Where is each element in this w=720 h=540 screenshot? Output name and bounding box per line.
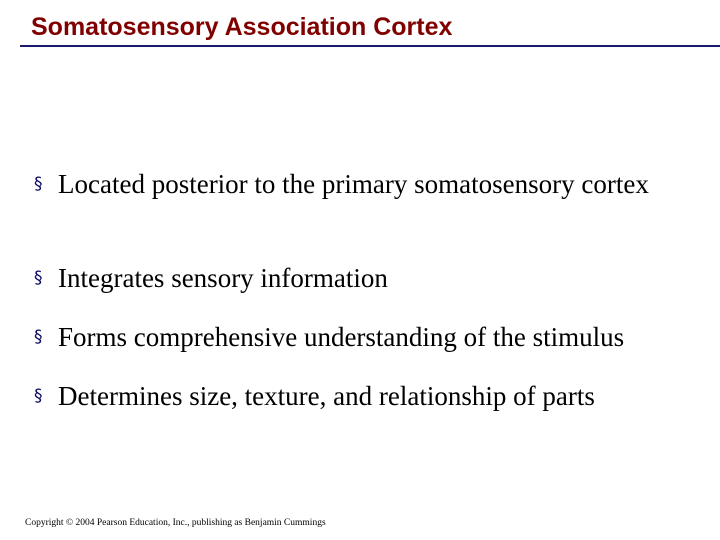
bullet-text: Located posterior to the primary somatosensory cortex [58,169,649,199]
bullet-item [34,168,704,200]
section-sign-bullet-icon: § [34,268,43,288]
bullet-text: Integrates sensory information [58,263,388,293]
bullet-item [34,262,704,294]
bullet-text: Forms comprehensive understanding of the stimulus [58,322,625,352]
bullet-text: Determines size, texture, and relationship of parts [58,381,595,411]
section-sign-bullet-icon: § [34,386,43,406]
slide-title: Somatosensory Association Cortex [31,13,453,41]
bullet-item [34,321,704,353]
bullet-item [34,380,704,412]
section-sign-bullet-icon: § [34,327,43,347]
section-sign-bullet-icon: § [34,174,43,194]
copyright-footer: Copyright © 2004 Pearson Education, Inc., publishing as Benjamin Cummings [25,518,326,528]
title-underline [20,45,720,47]
